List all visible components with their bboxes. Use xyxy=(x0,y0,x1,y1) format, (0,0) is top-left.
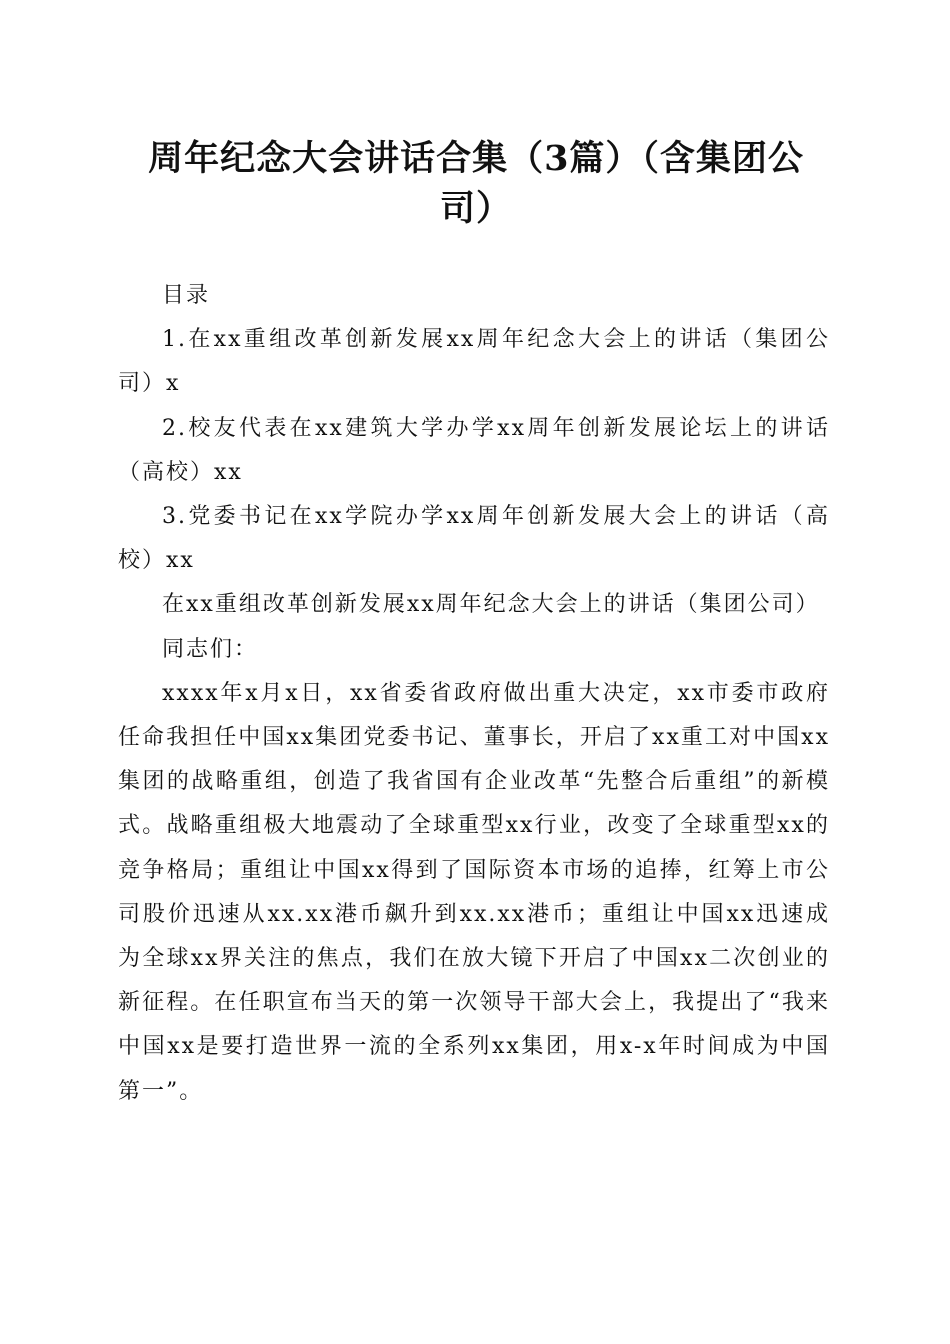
toc-heading: 目录 xyxy=(162,283,211,308)
document-body xyxy=(118,274,830,1114)
toc-item: 3.党委书记在xx学院办学xx周年创新发展大会上的讲话（高校）xx xyxy=(118,504,830,574)
document-title: 周年纪念大会讲话合集（3篇）（含集团公司） xyxy=(148,138,804,229)
greeting: 同志们： xyxy=(162,636,259,662)
body-paragraph: xxxx年x月x日，xx省委省政府做出重大决定，xx市委市政府任命我担任中国xx集团党委书记、董事长，开启了xx重工对中国xx集团的战略重组，创造了我省国有企业改革“先整合后重组”的新模式。战略重组极大地震动了全球重型xx行业，改变了全球重型xx的竞争格局；重组让中国xx得到了国际资本市场的追捧，红筹上市公司股价迅速从xx.xx港币飙升到xx.xx港币；重组让中国xx迅速成为全球xx界关注的焦点，我们在放大镜下开启了中国xx二次创业的新征程。在任职宣布当天的第一次领导干部大会上，我提出了“我来中国xx是要打造世界一流的全系列xx集团，用x-x年时间成为中国第一”。 xyxy=(118,680,830,1104)
toc-item: 1.在xx重组改革创新发展xx周年纪念大会上的讲话（集团公司）x xyxy=(118,327,830,397)
section-title: 在xx重组改革创新发展xx周年纪念大会上的讲话（集团公司） xyxy=(162,592,820,618)
toc-item: 2.校友代表在xx建筑大学办学xx周年创新发展论坛上的讲话（高校）xx xyxy=(118,415,830,485)
